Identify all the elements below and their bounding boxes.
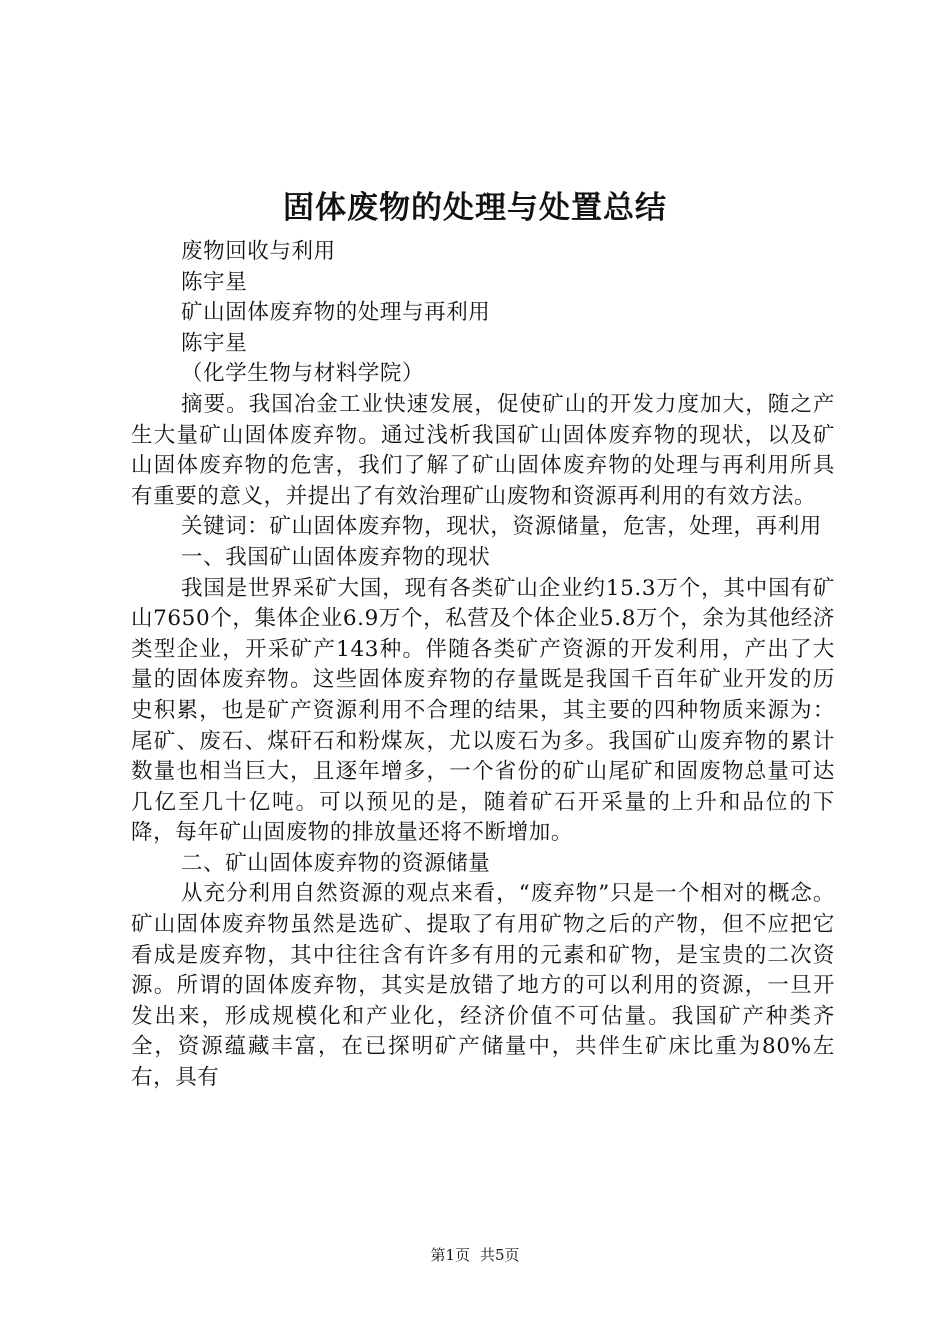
author-affiliation: （化学生物与材料学院）: [181, 361, 425, 387]
page-number: 第1页: [430, 1246, 470, 1264]
body-paragraph: 从充分利用自然资源的观点来看，“废弃物”只是一个相对的概念。矿山固体废弃物虽然是选矿、提取了有用矿物之后的产物，但不应把它看成是废弃物，其中往往含有许多有用的元素和矿物，是宝贵的二次资源。所谓的固体废弃物，其实是放错了地方的可以利用的资源，一旦开发出来，形成规模化和产业化，经济价值不可估量。我国矿产种类齐全，资源蕴藏丰富，在已探明矿产储量中，共伴生矿床比重为80%左右，具有: [131, 881, 835, 1091]
keywords-paragraph: 关键词：矿山固体废弃物，现状，资源储量，危害，处理，再利用: [181, 514, 822, 540]
body-paragraph: 我国是世界采矿大国，现有各类矿山企业约15.3万个，其中国有矿山7650个，集体企业6.9万个，私营及个体企业5.8万个，余为其他经济类型企业，开采矿产143种。伴随各类矿产资源的开发利用，产出了大量的固体废弃物。这些固体废弃物的存量既是我国千百年矿业开发的历史积累，也是矿产资源利用不合理的结果，其主要的四种物质来源为：尾矿、废石、煤矸石和粉煤灰，尤以废石为多。我国矿山废弃物的累计数量也相当巨大，且逐年增多，一个省份的矿山尾矿和固废物总量可达几亿至几十亿吨。可以预见的是，随着矿石开采量的上升和品位的下降，每年矿山固废物的排放量还将不断增加。: [131, 575, 835, 846]
section-heading: 二、矿山固体废弃物的资源储量: [181, 850, 491, 876]
document-body: [131, 237, 835, 1094]
page-footer: [0, 1245, 950, 1265]
page-total: 共5页: [480, 1246, 520, 1264]
section-heading: 废物回收与利用: [181, 239, 336, 264]
section-heading: 一、我国矿山固体废弃物的现状: [181, 544, 491, 570]
author-name: 陈宇星: [181, 330, 248, 356]
document-title: 固体废物的处理与处置总结: [283, 190, 667, 226]
article-title: 矿山固体废弃物的处理与再利用: [181, 300, 491, 326]
abstract-paragraph: 摘要。我国冶金工业快速发展，促使矿山的开发力度加大，随之产生大量矿山固体废弃物。通过浅析我国矿山固体废弃物的现状，以及矿山固体废弃物的危害，我们了解了矿山固体废弃物的处理与再利用所具有重要的意义，并提出了有效治理矿山废物和资源再利用的有效方法。: [131, 391, 835, 509]
author-name: 陈宇星: [181, 269, 248, 295]
